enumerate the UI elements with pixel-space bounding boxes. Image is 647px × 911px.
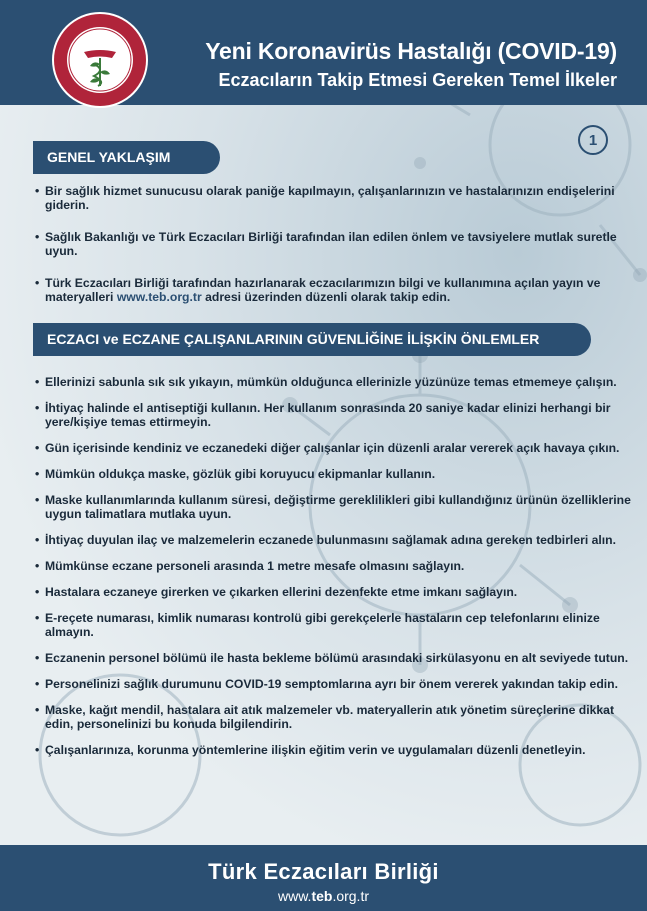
list-item: • Maske, kağıt mendil, hastalara ait atık malzemeler vb. materyallerin atık yönetim süreçlerine dikkat edin, personelinizi bu konuda bilgilendirin. [33, 703, 633, 731]
list-item: • Gün içerisinde kendiniz ve eczanedeki diğer çalışanlar için düzenli aralar vererek açık havaya çıkın. [33, 441, 633, 455]
page-title: Yeni Koronavirüs Hastalığı (COVID-19) [205, 38, 617, 64]
list-item: • Sağlık Bakanlığı ve Türk Eczacıları Birliği tarafından ilan edilen önlem ve tavsiyelere mutlak suretle uyun. [33, 230, 633, 258]
header-banner [0, 0, 647, 105]
list-item: • Personelinizi sağlık durumunu COVID-19 semptomlarına ayrı bir önem vererek yakından takip edin. [33, 677, 633, 691]
page-number-badge: 1 [578, 125, 608, 155]
list-item: • Türk Eczacıları Birliği tarafından hazırlanarak eczacılarımızın bilgi ve kullanımına açılan yayın ve materyalleri www.teb.org.tr adresi üzerinden düzenli olarak takip edin. [33, 276, 633, 304]
general-approach-list [33, 184, 633, 304]
section-title-safety: ECZACI ve ECZANE ÇALIŞANLARININ GÜVENLİĞİNE İLİŞKİN ÖNLEMLER [33, 323, 591, 356]
list-item: • Bir sağlık hizmet sunucusu olarak paniğe kapılmayın, çalışanlarınızın ve hastalarınızın endişelerini giderin. [33, 184, 633, 212]
list-item: • Maske kullanımlarında kullanım süresi, değiştirme gereklilikleri gibi kullandığınız ürünün özelliklerine uygun talimatlara mutlaka uyun. [33, 493, 633, 521]
list-item: • İhtiyaç duyulan ilaç ve malzemelerin eczanede bulunmasını sağlamak adına gereken tedbirleri alın. [33, 533, 633, 547]
page-subtitle: Eczacıların Takip Etmesi Gereken Temel İlkeler [218, 70, 617, 90]
list-item: • Hastalara eczaneye girerken ve çıkarken ellerini dezenfekte etme imkanı sağlayın. [33, 585, 633, 599]
footer-banner [0, 845, 647, 911]
list-item: • E-reçete numarası, kimlik numarası kontrolü gibi gerekçelerle hastaların cep telefonlarını elinize almayın. [33, 611, 633, 639]
list-item: • İhtiyaç halinde el antiseptiği kullanın. Her kullanım sonrasında 20 saniye kadar elinizi herhangi bir yere/kişiye temas ettirmeyin. [33, 401, 633, 429]
footer-website-link[interactable]: www.teb.org.tr [277, 888, 370, 904]
list-item: • Mümkün oldukça maske, gözlük gibi koruyucu ekipmanlar kullanın. [33, 467, 633, 481]
list-item: • Ellerinizi sabunla sık sık yıkayın, mümkün olduğunca ellerinizle yüzünüze temas etmemeye çalışın. [33, 375, 633, 389]
teb-logo [48, 8, 152, 112]
footer-org-name: Türk Eczacıları Birliği [208, 859, 439, 884]
section-title-general: GENEL YAKLAŞIM [33, 141, 220, 174]
teb-website-link[interactable]: www.teb.org.tr [116, 290, 202, 304]
list-item: • Mümkünse eczane personeli arasında 1 metre mesafe olmasını sağlayın. [33, 559, 633, 573]
safety-measures-list [33, 375, 633, 757]
list-item: • Eczanenin personel bölümü ile hasta bekleme bölümü arasındaki sirkülasyonu en alt seviyede tutun. [33, 651, 633, 665]
list-item: • Çalışanlarınıza, korunma yöntemlerine ilişkin eğitim verin ve uygulamaları düzenli denetleyin. [33, 743, 633, 757]
